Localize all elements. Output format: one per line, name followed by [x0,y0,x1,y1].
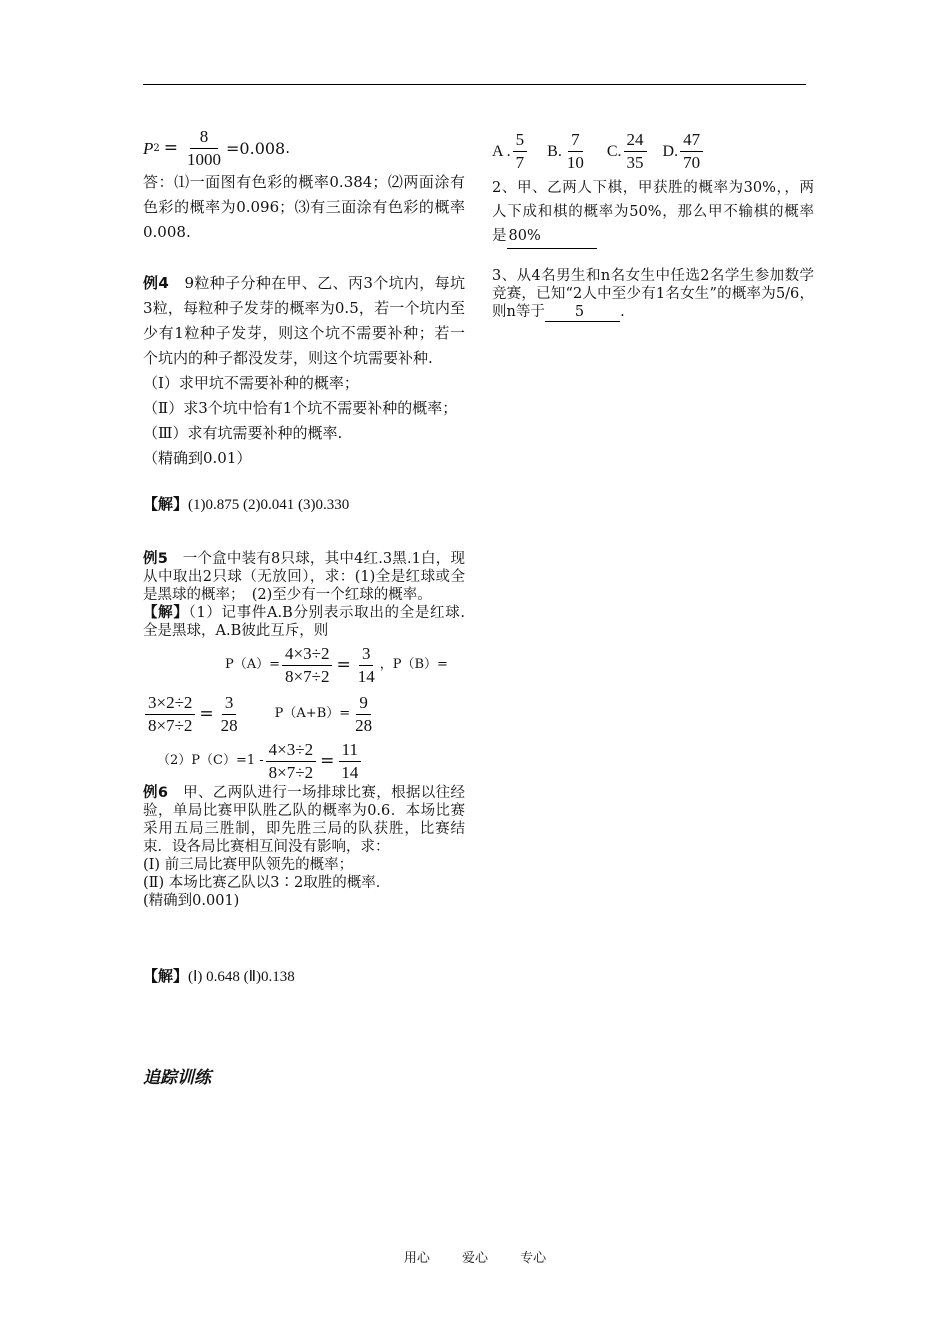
example-6-q1: (Ⅰ) 前三局比赛甲队领先的概率； [143,857,354,873]
pa-formula [143,640,465,690]
p2-sub: 2 [153,142,160,154]
pc-label: （2）P（C）=1 - [157,753,264,768]
example-6-solution-label: 【解】 [143,967,189,985]
option-c-letter: C. [606,142,622,160]
pa-den: 8×7÷2 [285,666,330,686]
pb-eq: = [199,704,214,724]
question-2 [492,176,814,249]
example-4-q4: （精确到0.01） [143,449,252,467]
option-b-fraction [564,130,587,173]
pa-num: 4×3÷2 [282,644,332,666]
question-3-end: . [620,304,625,320]
p2-var: P [143,138,154,158]
pa-fraction [282,644,332,687]
example-5-text: 一个盒中装有8只球，其中4红.3黑.1白，现从中取出2只球（无放回），求：(1)全是红球或全是黑球的概率； (2)至少有一个红球的概率。 [143,551,465,603]
p2-end: . [285,138,291,157]
pa-rnum: 3 [359,644,374,666]
answer-options [492,126,814,176]
example-4-label: 例4 [143,274,169,292]
example-5-solution-text: （1）记事件A.B分别表示取出的全是红球.全是黑球，A.B彼此互斥，则 [143,605,465,639]
right-column [492,126,814,322]
example-5-solution [143,604,465,640]
pc-eq: = [320,751,335,771]
option-a-den: 7 [515,152,525,172]
pb-fraction [145,693,195,736]
pb-result [218,693,241,736]
option-d-den: 70 [683,152,701,172]
section-heading: 追踪训练 [143,1068,211,1088]
option-b-letter: B. [547,142,562,160]
example-4-solution [143,492,465,518]
p2-formula [143,126,465,170]
pc-rnum: 11 [339,740,361,762]
example-4 [143,271,465,371]
pc-formula [143,738,465,784]
example-6-q3: (精确到0.001) [143,893,240,909]
example-6-solution [143,964,465,990]
example-6-solution-text: (Ⅰ) 0.648 (Ⅱ)0.138 [188,969,295,985]
pab-num: 9 [356,693,371,715]
option-c-fraction [624,130,647,173]
p2-num: 8 [190,127,219,149]
option-a-letter: A . [492,142,511,160]
example-6-statement [143,784,465,856]
pb-formula [143,690,465,738]
example-4-text: 9粒种子分种在甲、乙、丙3个坑内，每坑3粒，每粒种子发芽的概率为0.5，若一个坑内至少有1粒种子发芽，则这个坑不需要补种；若一个坑内的种子都没发芽，则这个坑需要补种. [143,274,465,367]
pa-rden: 14 [357,666,375,686]
question-3 [492,267,814,322]
footer-item-3: 专心 [520,1251,547,1266]
pc-den: 8×7÷2 [268,762,314,782]
question-2-answer: 80% [508,228,541,244]
pa-eq: = [336,655,351,675]
pc-rden: 14 [341,762,359,782]
question-3-answer: 5 [574,304,585,320]
page-footer [0,1247,950,1266]
pb-rden: 28 [220,715,238,735]
option-a-num: 5 [513,130,528,152]
question-2-text: 2、甲、乙两人下棋，甲获胜的概率为30%，，两人下成和棋的概率为50%，那么甲不输棋的概率是 [492,180,814,244]
pc-result [338,740,361,783]
pa-label: P（A）= [225,657,281,672]
pc-num: 4×3÷2 [266,740,316,762]
example-4-q2: （Ⅱ）求3个坑中恰有1个坑不需要补种的概率； [143,399,458,417]
pb-den: 8×7÷2 [148,715,193,735]
example-5-label: 例5 [143,551,168,567]
p2-value: =0.008 [226,138,286,158]
option-c-num: 24 [624,130,647,152]
question-2-blank [507,224,597,249]
question-3-blank [545,303,620,322]
footer-item-1: 用心 [403,1251,430,1266]
p2-den: 1000 [187,149,222,169]
option-a-fraction [513,130,528,173]
option-d-letter: D. [662,142,679,160]
pab-den: 28 [355,715,373,735]
example-5-solution-label: 【解】 [143,605,189,621]
option-b-den: 10 [566,152,584,172]
example-6-text: 甲、乙两队进行一场排球比赛，根据以往经验，单局比赛甲队胜乙队的概率为0.6．本场比赛采用五局三胜制，即先胜三局的队获胜，比赛结束．设各局比赛相互间没有影响，求： [143,785,466,855]
pb-label: ，P（B）= [379,657,448,672]
pb-rnum: 3 [222,693,237,715]
option-b-num: 7 [568,130,583,152]
p2-fraction [184,127,224,170]
example-4-solution-text: (1)0.875 (2)0.041 (3)0.330 [188,497,350,513]
p2-eq: = [163,137,179,158]
pab-fraction [352,693,375,736]
example-6-label: 例6 [143,785,168,801]
left-column [143,126,465,990]
example-4-q1: （Ⅰ）求甲坑不需要补种的概率； [143,374,359,392]
pa-result [355,644,378,687]
question-3-text: 3、从4名男生和n名女生中任选2名学生参加数学竞赛，已知“2人中至少有1名女生”的概率为5/6，则n等于 [492,268,814,320]
pab-label: P（A+B）= [274,706,351,721]
example-5-statement [143,550,465,604]
option-d-fraction [680,130,703,173]
example-4-solution-label: 【解】 [143,495,189,513]
option-d-num: 47 [680,130,703,152]
answer-paragraph: 答：⑴一面图有色彩的概率0.384；⑵两面涂有色彩的概率为0.096；⑶有三面涂有色彩的概率0.008. [143,173,465,241]
example-6-q2: (Ⅱ) 本场比赛乙队以3∶2取胜的概率． [143,875,391,891]
option-c-den: 35 [626,152,644,172]
pb-num: 3×2÷2 [145,693,195,715]
header-rule [143,84,806,85]
example-4-q3: （Ⅲ）求有坑需要补种的概率. [143,424,343,442]
example-5 [143,550,465,990]
footer-item-2: 爱心 [461,1251,488,1266]
pc-fraction [266,740,316,783]
